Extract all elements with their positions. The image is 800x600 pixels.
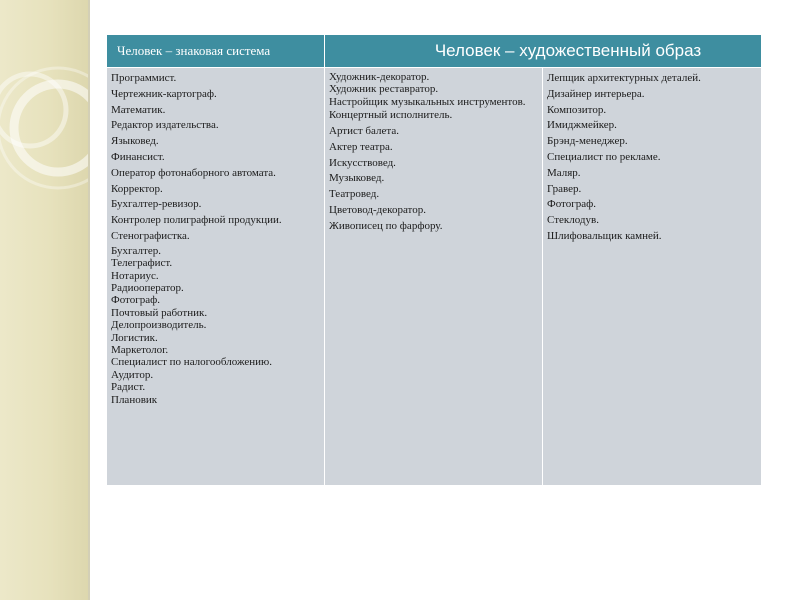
list-item: Брэнд-менеджер.: [547, 135, 628, 148]
list-item: Живописец по фарфору.: [329, 219, 443, 232]
list-item: Артист балета.: [329, 125, 399, 138]
list-item: Стеклодув.: [547, 214, 599, 227]
list-item: Шлифовальщик камней.: [547, 229, 662, 242]
list-item: Фотограф.: [547, 198, 596, 211]
list-item: Концертный исполнитель.: [329, 109, 453, 122]
list-item: Цветовод-декоратор.: [329, 204, 426, 216]
list-item: Театровед.: [329, 188, 380, 201]
list-item: Почтовый работник.: [111, 306, 208, 319]
list-sign-system: [111, 71, 320, 245]
list-item: Маляр.: [547, 166, 581, 179]
list-item: Имиджмейкер.: [547, 119, 617, 132]
list-item: Гравер.: [547, 182, 582, 195]
list-item: Дизайнер интерьера.: [547, 87, 645, 100]
list-item: Языковед.: [111, 135, 159, 148]
list-artistic-image-1: [329, 108, 538, 234]
list-item: Стенографистка.: [111, 229, 190, 242]
list-item: Бухгалтер-ревизор.: [111, 198, 202, 211]
list-item: Настройщик музыкальных инструментов.: [329, 95, 526, 108]
header-sign-system: Человек – знаковая система: [107, 35, 325, 68]
side-panel-divider: [88, 0, 90, 600]
list-artistic-image-2: [547, 71, 757, 245]
list-sign-system-dense: [111, 245, 320, 406]
list-item: Делопроизводитель.: [111, 319, 207, 332]
list-item: Лепщик архитектурных деталей.: [547, 72, 701, 84]
decorative-side-panel: [0, 0, 88, 600]
list-item: Бухгалтер.: [111, 244, 161, 257]
list-artistic-wrap: [329, 96, 538, 108]
list-item: Финансист.: [111, 150, 165, 163]
list-item: Нотариус.: [111, 269, 159, 282]
professions-table: [106, 34, 762, 486]
table-body-row: [107, 68, 762, 486]
list-item: Корректор.: [111, 182, 163, 195]
list-item: Композитор.: [547, 103, 607, 116]
list-item: Радист.: [111, 381, 146, 394]
list-item: Чертежник-картограф.: [111, 87, 217, 100]
list-item: Программист.: [111, 72, 177, 84]
list-item: Аудитор.: [111, 368, 154, 381]
table-header-row: [107, 35, 762, 68]
list-item: Фотограф.: [111, 294, 160, 307]
header-artistic-image: Человек – художественный образ: [325, 35, 762, 68]
list-item: Маркетолог.: [111, 344, 169, 357]
list-item: Специалист по налогообложению.: [111, 356, 273, 369]
list-item: Логистик.: [111, 331, 158, 344]
list-item: Оператор фотонаборного автомата.: [111, 166, 276, 179]
list-item: Радиооператор.: [111, 281, 184, 294]
cell-artistic-image-1: [325, 68, 543, 486]
decorative-rings-icon: [0, 0, 88, 600]
list-item: Контролер полиграфной продукции.: [111, 214, 282, 227]
cell-artistic-image-2: [543, 68, 762, 486]
list-item: Редактор издательства.: [111, 119, 219, 132]
list-item: Искусствовед.: [329, 156, 396, 169]
cell-sign-system: [107, 68, 325, 486]
list-item: Плановик: [111, 393, 158, 406]
list-artistic-top: [329, 71, 538, 96]
list-item: Музыковед.: [329, 172, 385, 185]
list-item: Математик.: [111, 103, 166, 116]
list-item: Специалист по рекламе.: [547, 150, 661, 163]
list-item: Актер театра.: [329, 140, 393, 153]
list-item: Художник реставратор.: [329, 83, 439, 96]
list-item: Телеграфист.: [111, 257, 173, 270]
list-item: Художник-декоратор.: [329, 71, 430, 83]
